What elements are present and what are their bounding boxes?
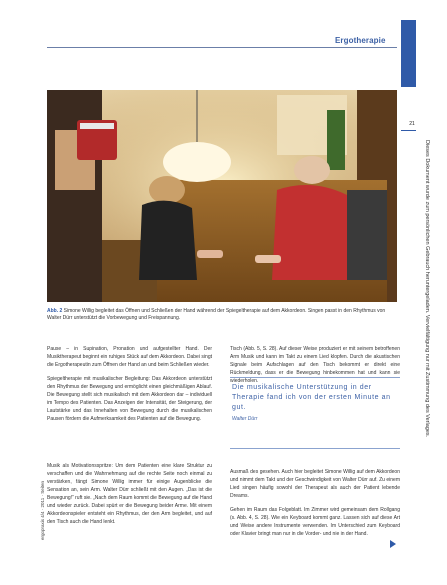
paragraph: Musik als Motivationsspritze: Um dem Patienten eine klare Struktur zu verschaffen und die Wahrnehmung auf die rechte Seite noch einmal zu verstärken, fängt Simone Willig immer für einige Augenblicke die Sensation an, sein Arm. Walter Dürr schließt mit den Augen. „Das ist die Bewegung!“ ruft sie. „Nach dem Raum kommt die Bewegung auf die Hand und wieder zurück. Dabei spürt er die Bewegung beider Arme. Mit einem Akkordeonspieler entsteht ein Rhythmus, der den Arm begleitet, und auf den Tisch auch die Hand lenkt. — [47, 463, 212, 525]
page-number-rule — [401, 130, 416, 131]
body-column-left-bottom — [47, 462, 212, 532]
paragraph: Ausmaß des gesehen. Auch hier begleitet Simone Willig auf dem Akkordeon und nimmt dem Takt und der Geschwindigkeit von Walter Dürr auf. Zu einem Lied singen häufig sowohl der Therapeut als auch der Patient lebende Dreams. — [230, 469, 400, 499]
paragraph: Tisch (Abb. 5, S. 28). Auf dieser Weise produziert er mit seinem betroffenen Arm Musik und kann im Takt zu einem Lied klopfen. Durch die akustischen Signale beim Aufschlagen auf den Tisch bekommt er direkt eine Rückmeldung, dass er die Bewegung hinbekommen hat und kann sie wiederholen. — [230, 346, 400, 384]
figure-caption-text: Simone Willig begleitet das Öffnen und Schließen der Hand während der Spiegeltherapie auf dem Akkordeon. Singen passt in den Rhythmus von Walter Dürr unterstützt die Vorbewegung und Freispannung. — [47, 308, 386, 321]
body-column-left-top — [47, 345, 212, 429]
section-title: Ergotherapie — [335, 36, 386, 45]
paragraph: Spiegeltherapie mit musikalischer Begleitung: Das Akkordeon unterstützt den Rhythmus der Bewegung und ermöglicht einen gleichmäßigen Ablauf. Die Bewegung stellt sich musikalisch mit dem Akkordeon dar – individuell im Tempo des Patienten. Das Anzeigen der Intensität, der Steigerung, der Lautstärke und das Innehalten von Bewegung durch die musikalischen Pausen fördern die Aufmerksamkeit des Patienten auf die Bewegung. — [47, 376, 212, 422]
pull-quote-text: Die musikalische Unterstützung in der Therapie fand ich von der ersten Minute an gut. — [232, 384, 391, 411]
pull-quote-author: Walter Dürr — [232, 416, 258, 422]
figure-caption — [47, 308, 397, 322]
continue-arrow-icon — [390, 540, 396, 548]
section-tab — [401, 20, 416, 86]
tab-divider — [401, 86, 416, 87]
body-column-right-bottom — [230, 468, 400, 544]
figure-label: Abb. 2 — [47, 308, 63, 314]
copyright-notice: Dieses Dokument wurde zum persönlichen Gebrauch heruntergeladen. Vervielfältigung nur mit Zustimmung des Verlages. — [424, 140, 430, 438]
therapy-photo — [47, 90, 397, 302]
paragraph: Pause – in Supination, Pronation und aufgestellter Hand. Der Musiktherapeut beginnt ein ruhiges Stück auf dem Akkordeon. Dabei singt die Ergotherapeutin zum Öffnen der Hand an und beim Schließen wieder. — [47, 346, 212, 368]
paragraph: Gehen im Raum das Folgeblatt. Im Zimmer wird gemeinsam dem Rollgang (s. Abb. 4, S. 28). Wie ein Keyboard kommt ganz. Lassen sich auf diese Art und Weise andere Instrumente verwenden. Im Unterschied zum Keyboard oder Klavier bringt man nur in die Vorder- und nie in der Hand. — [230, 507, 400, 537]
pull-quote — [230, 377, 400, 449]
header-rule — [47, 47, 397, 48]
page-number: 21 — [409, 121, 415, 127]
journal-line: ergopraxis 4/4 · 2011 · Seiten — [40, 481, 45, 540]
